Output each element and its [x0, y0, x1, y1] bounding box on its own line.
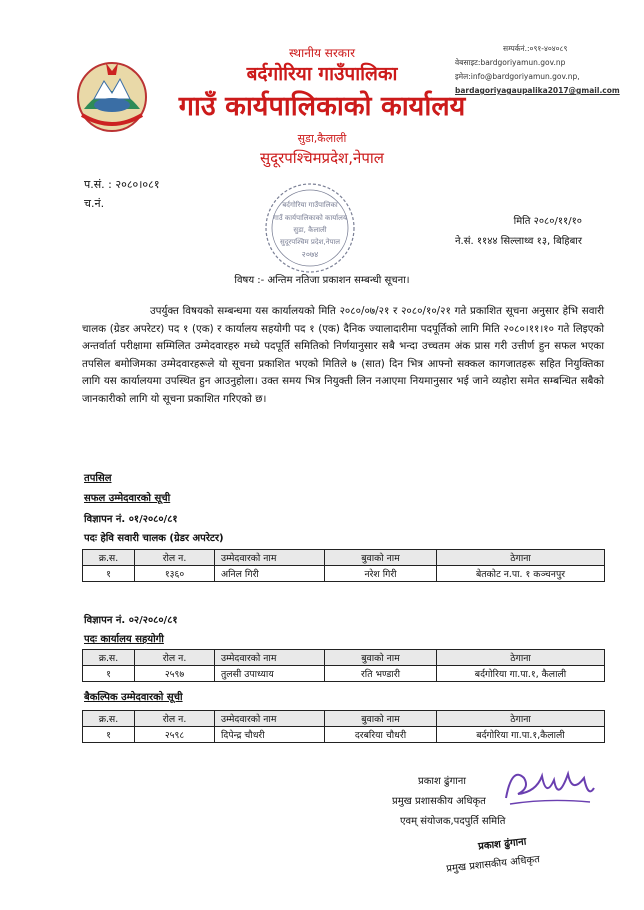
name-stamp: प्रकाश ढुंगाना [477, 836, 527, 853]
contact-website[interactable]: वेबसाइट:bardgoriyamun.gov.np [455, 58, 566, 67]
table-row [83, 666, 605, 682]
table-row [83, 566, 605, 582]
cell-candidate: तुलसी उपाध्याय [215, 666, 325, 682]
date-bs: मिति २०८०/११/१० [513, 216, 582, 227]
table-row [83, 727, 605, 743]
col-roll: रोल न. [135, 711, 215, 727]
seal-year: २०७४ [301, 250, 319, 259]
office-name: गाउँ कार्यपालिकाको कार्यालय [178, 91, 466, 122]
col-candidate: उम्मेदवारको नाम [215, 711, 325, 727]
table-header-row [83, 650, 605, 666]
signature-icon [498, 758, 598, 820]
cell-serial: १ [83, 727, 135, 743]
col-serial: क्र.स. [83, 550, 135, 566]
col-address: ठेगाना [437, 711, 605, 727]
alternate-results-table [82, 710, 605, 743]
government-label: स्थानीय सरकार [289, 46, 355, 60]
cell-address: बेतकोट न.पा. १ कञ्चनपुर [437, 566, 605, 582]
cell-candidate: दिपेन्द्र चौधरी [215, 727, 325, 743]
ad1-notice-number: विज्ञापन नं. ०१/२०८०/८१ [84, 514, 178, 525]
signatory-title: प्रमुख प्रशासकीय अधिकृत [392, 796, 486, 807]
col-roll: रोल न. [135, 550, 215, 566]
cell-roll: १३६० [135, 566, 215, 582]
cell-father: दरबरिया चौधरी [325, 727, 437, 743]
ad2-notice-number: विज्ञापन नं. ०२/२०८०/८१ [84, 615, 178, 626]
annex-title: तपसिल [84, 473, 112, 484]
signatory-name: प्रकाश ढुंगाना [418, 776, 466, 787]
cell-address: बर्दगोरिया गा.पा.१,कैलाली [437, 727, 605, 743]
alternate-list-title: बैकल्पिक उम्मेदवारको सूची [84, 692, 183, 703]
date-ns: ने.सं. ११४४ सिल्लाथ्व १३, बिहिबार [454, 236, 582, 247]
col-roll: रोल न. [135, 650, 215, 666]
cell-serial: १ [83, 666, 135, 682]
col-serial: क्र.स. [83, 711, 135, 727]
office-seal [255, 173, 365, 283]
ad1-results-table [82, 549, 605, 582]
seal-line-3: सुडा, कैलाली [293, 226, 327, 234]
contact-email-secondary[interactable]: bardagoriyagaupalika2017@gmail.com [455, 86, 620, 95]
cell-father: नरेश गिरी [325, 566, 437, 582]
col-candidate: उम्मेदवारको नाम [215, 650, 325, 666]
cell-candidate: अनिल गिरी [215, 566, 325, 582]
letter-number: प.सं. : २०८०।०८१ [84, 178, 160, 191]
subject-line: विषय :- अन्तिम नतिजा प्रकाशन सम्बन्धी सूचना। [234, 275, 410, 286]
col-address: ठेगाना [437, 650, 605, 666]
dispatch-number: च.नं. [84, 197, 105, 210]
notice-body: उपर्युक्त विषयको सम्बन्धमा यस कार्यालयको मिति २०८०/०७/२१ र २०८०/१०/२१ गते प्रकाशित सूचना अनुसार हेभि सवारी चालक (ग्रेडर अपरेटर) पद १ (एक) र कार्यालय सहयोगी पद १ (एक) दैनिक ज्यालादारीमा पदपूर्तिको लागि मिति २०८०।११।१० गते लिइएको अन्तर्वार्ता परीक्षामा सम्मिलित उम्मेदवारहरु मध्ये पदपूर्ति समितिको निर्णयानुसार सबै भन्दा उच्चतम अंक प्रास गरी उत्तीर्ण हुन सफल भएका तपसिल बमोजिमका उम्मेदवारहरूले यो सूचना प्रकाशित भएको मितिले ७ (सात) दिन भित्र आफ्नो सक्कल कागजातहरू सहित नियुक्तिका लागि यस कार्यालयमा उपस्थित हुन आउनुहोला। उक्त समय भित्र नियुक्ती लिन नआएमा नियमानुसार भई जाने व्यहोरा समेत सम्बन्धित सबैको जानकारीको लागि यो सूचना प्रकाशित गरिएको छ। [82, 305, 604, 405]
contact-phone: सम्पर्कनं.:०९१-४०४०८९ [503, 44, 568, 53]
cell-serial: १ [83, 566, 135, 582]
table-header-row [83, 550, 605, 566]
contact-block [455, 42, 640, 98]
title-stamp: प्रमुख प्रशासकीय अधिकृत [445, 854, 541, 875]
table-header-row [83, 711, 605, 727]
seal-line-4: सुदूरपश्चिम प्रदेश,नेपाल [279, 238, 341, 246]
seal-line-2: गाउँ कार्यपालिकाको कार्यालय [273, 214, 347, 222]
ad2-post: पदः कार्यालय सहयोगी [84, 634, 164, 645]
province-name: सुदूरपश्चिमप्रदेश,नेपाल [260, 149, 384, 167]
col-serial: क्र.स. [83, 650, 135, 666]
cell-address: बर्दगोरिया गा.पा.१, कैलाली [437, 666, 605, 682]
ad1-post: पदः हेवि सवारी चालक (ग्रेडर अपरेटर) [84, 533, 224, 544]
cell-roll: २५९८ [135, 727, 215, 743]
successful-list-title: सफल उम्मेदवारको सूची [84, 493, 171, 504]
col-father: बुवाको नाम [325, 650, 437, 666]
ad2-results-table [82, 649, 605, 682]
cell-father: रति भण्डारी [325, 666, 437, 682]
col-candidate: उम्मेदवारको नाम [215, 550, 325, 566]
seal-line-1: बर्दगोरिया गाउँपालिका [282, 201, 338, 209]
col-father: बुवाको नाम [325, 711, 437, 727]
signatory-role: एवम् संयोजक,पदपुर्ति समिति [400, 816, 506, 827]
municipality-name: बर्दगोरिया गाउँपालिका [246, 63, 398, 85]
col-address: ठेगाना [437, 550, 605, 566]
contact-email[interactable]: इमेल:info@bardgoriyamun.gov.np, [455, 72, 580, 81]
office-location: सुडा,कैलाली [297, 132, 347, 145]
cell-roll: २५९७ [135, 666, 215, 682]
col-father: बुवाको नाम [325, 550, 437, 566]
